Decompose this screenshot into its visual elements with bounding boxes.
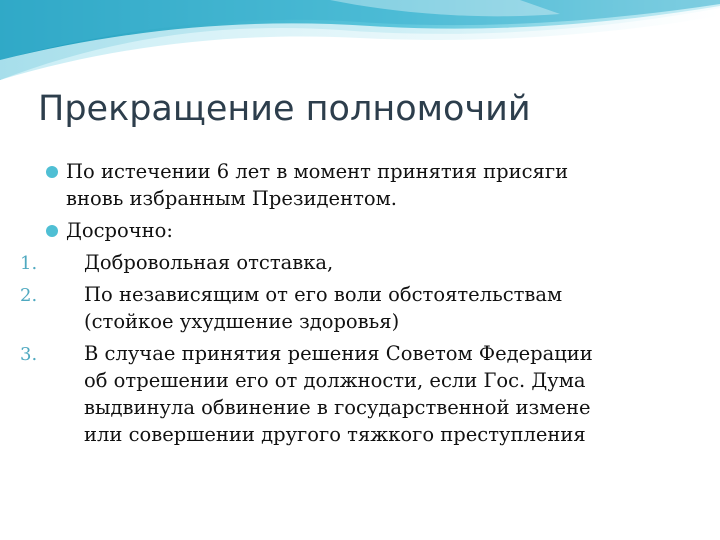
item-number: 2. [20,285,38,306]
numbered-item [0,340,720,448]
item-number: 1. [20,253,38,274]
item-line: (стойкое ухудшение здоровья) [84,310,400,333]
numbered-item [0,249,720,276]
item-line: выдвинула обвинение в государственной измене [84,396,591,419]
slide-title: Прекращение полномочий [38,89,531,129]
bullet-dot-icon [46,166,58,178]
item-line: В случае принятия решения Советом Федерации [84,342,593,365]
item-line: вновь избранным Президентом. [66,187,397,210]
item-line: По независящим от его воли обстоятельствам [84,283,563,306]
item-line: об отрешении его от должности, если Гос. Дума [84,369,586,392]
item-line: Досрочно: [66,219,173,242]
item-number: 3. [20,344,38,365]
item-line: По истечении 6 лет в момент принятия присяги [66,160,569,183]
numbered-item [0,281,720,335]
bullet-dot-icon [46,225,58,237]
header-wave-decoration [0,0,720,80]
bullet-item [0,217,720,244]
slide-content [0,158,720,453]
bullet-item [0,158,720,212]
item-line: Добровольная отставка, [84,251,334,274]
item-line: или совершении другого тяжкого преступления [84,423,586,446]
